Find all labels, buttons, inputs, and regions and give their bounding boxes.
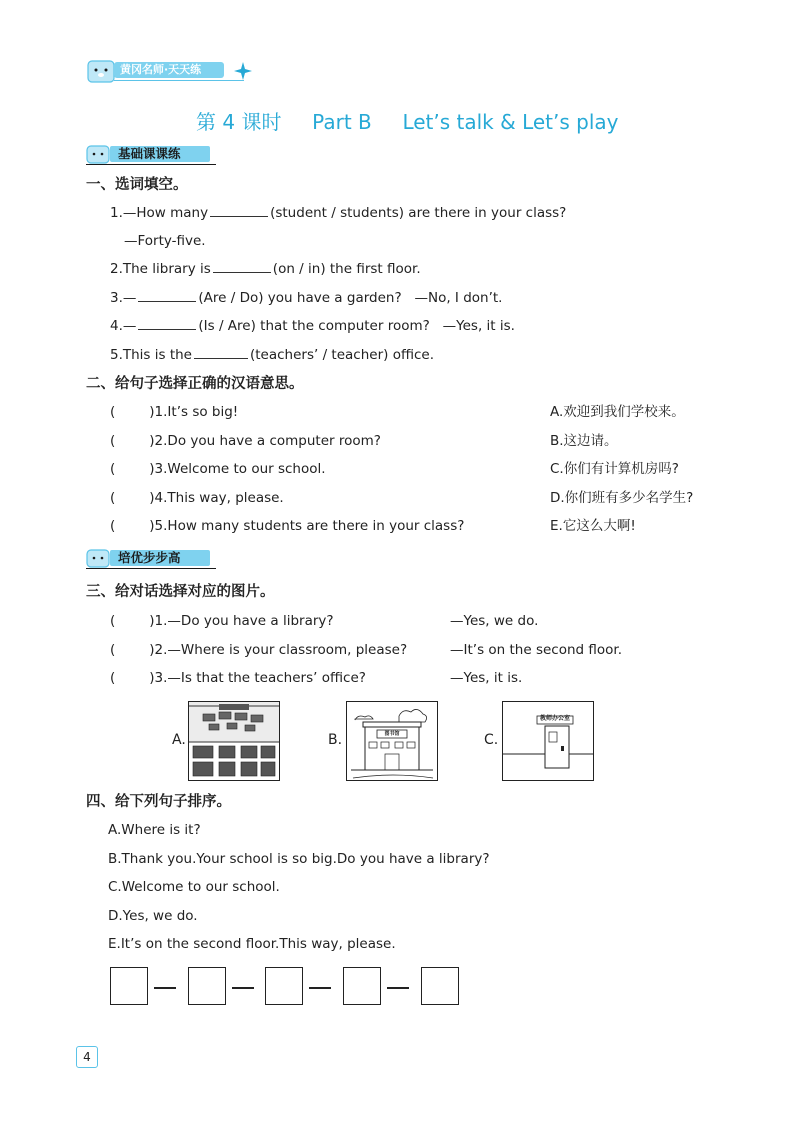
picture-a-label: A. (172, 732, 186, 748)
part1-item-4: 4.— (Is / Are) that the computer room? —Yes, it is. (110, 318, 515, 334)
part2-opt-e: E.它这么大啊! (550, 518, 636, 534)
picture-a-computer-room (188, 701, 280, 781)
part2-opt-d: D.你们班有多少名学生? (550, 490, 694, 506)
header-badge-text: 黄冈名师·天天练 (120, 63, 202, 76)
part2-q3: ( )3.Welcome to our school. (110, 461, 326, 477)
lesson-topic: Let’s talk & Let’s play (402, 110, 619, 134)
part4-item-e: E.It’s on the second floor.This way, please. (108, 936, 396, 952)
part4-item-a: A.Where is it? (108, 822, 201, 838)
part4-heading: 四、给下列句子排序。 (86, 794, 231, 810)
answer-dash (154, 987, 176, 989)
part4-item-b: B.Thank you.Your school is so big.Do you have a library? (108, 851, 490, 867)
answer-dash (232, 987, 254, 989)
part2-opt-a: A.欢迎到我们学校来。 (550, 404, 685, 420)
part1-item-5: 5.This is the (teachers’ / teacher) office. (110, 347, 435, 363)
office-door-illustration (503, 702, 593, 780)
answer-box-3[interactable] (265, 967, 303, 1005)
part3-a1: —Yes, we do. (450, 613, 539, 629)
part2-heading: 二、给句子选择正确的汉语意思。 (86, 376, 304, 392)
part2-q5: ( )5.How many students are there in your class? (110, 518, 465, 534)
library-sign: 图书馆 (384, 731, 400, 737)
answer-box-1[interactable] (110, 967, 148, 1005)
part4-item-c: C.Welcome to our school. (108, 879, 280, 895)
part4-item-d: D.Yes, we do. (108, 908, 198, 924)
answer-box-5[interactable] (421, 967, 459, 1005)
part1-item-3: 3.— (Are / Do) you have a garden? —No, I don’t. (110, 290, 503, 306)
sparkle-icon (234, 62, 252, 80)
computer-room-illustration (189, 702, 279, 780)
part3-q2: ( )2.—Where is your classroom, please? (110, 642, 408, 658)
part3-a2: —It’s on the second floor. (450, 642, 623, 658)
picture-c-label: C. (484, 732, 499, 748)
part2-q2: ( )2.Do you have a computer room? (110, 433, 381, 449)
section-tag-advanced (86, 548, 226, 568)
part3-heading: 三、给对话选择对应的图片。 (86, 584, 275, 600)
section-tag-advanced-label: 培优步步高 (118, 550, 181, 565)
picture-c-teachers-office (502, 701, 594, 781)
bear-icon (86, 548, 112, 568)
picture-b-library (346, 701, 438, 781)
library-illustration (347, 702, 437, 780)
answer-box-4[interactable] (343, 967, 381, 1005)
page-number-badge (76, 1046, 98, 1068)
part2-opt-b: B.这边请。 (550, 433, 618, 449)
lesson-part: Part B (312, 110, 372, 134)
part3-a3: —Yes, it is. (450, 670, 523, 686)
picture-b-label: B. (328, 732, 343, 748)
header-badge (86, 58, 256, 84)
section-tag-basic (86, 144, 226, 164)
page-number: 4 (83, 1050, 91, 1064)
bear-icon (86, 58, 116, 84)
bear-icon (86, 144, 112, 164)
answer-box-2[interactable] (188, 967, 226, 1005)
part1-item-1: 1.—How many (student / students) are there in your class? (110, 205, 567, 221)
office-sign: 教师办公室 (539, 715, 570, 722)
part1-heading: 一、选词填空。 (86, 177, 188, 193)
answer-dash (387, 987, 409, 989)
part3-q3: ( )3.—Is that the teachers’ office? (110, 670, 366, 686)
part3-q1: ( )1.—Do you have a library? (110, 613, 334, 629)
answer-dash (309, 987, 331, 989)
section-tag-basic-label: 基础课课练 (118, 146, 181, 161)
part2-q1: ( )1.It’s so big! (110, 404, 239, 420)
part1-item-1-answer: —Forty-five. (124, 233, 206, 249)
part2-opt-c: C.你们有计算机房吗? (550, 461, 679, 477)
page-title (196, 106, 619, 135)
part1-item-2: 2.The library is (on / in) the first floor. (110, 261, 421, 277)
part2-q4: ( )4.This way, please. (110, 490, 284, 506)
lesson-number: 第 4 课时 (196, 110, 282, 134)
